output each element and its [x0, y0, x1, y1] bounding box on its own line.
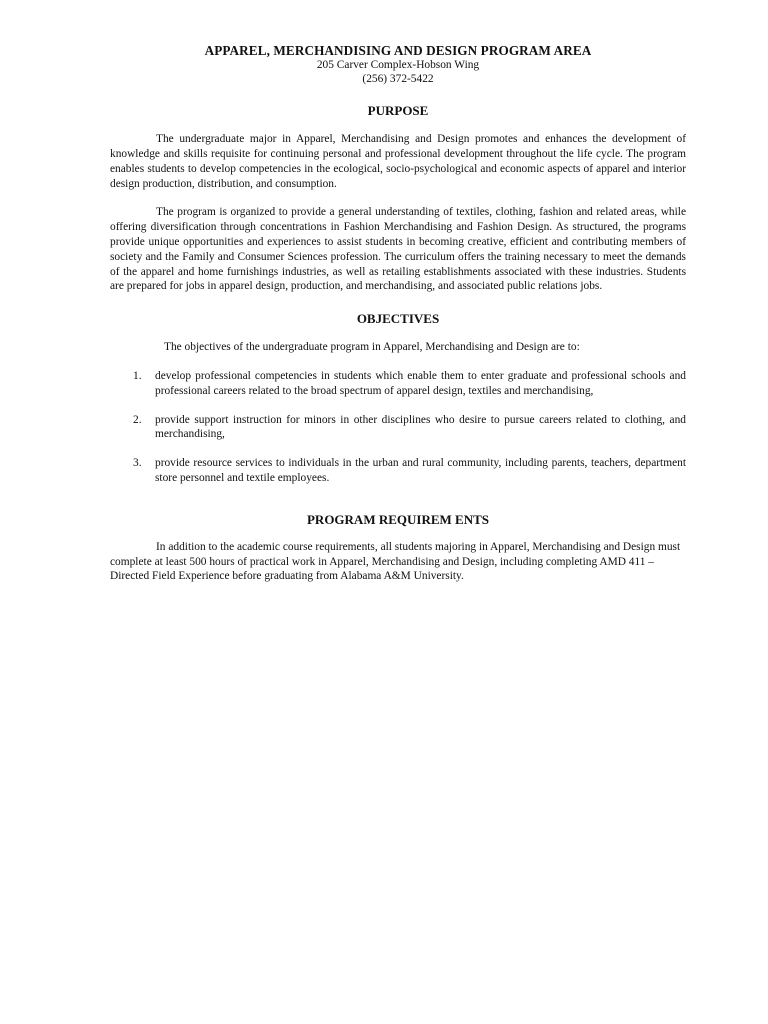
list-item-number: 3.	[133, 457, 142, 470]
list-item	[110, 413, 686, 443]
objectives-heading: OBJECTIVES	[356, 311, 440, 327]
list-item	[110, 369, 686, 399]
list-item-number: 1.	[133, 369, 142, 382]
list-item-text: provide resource services to individuals in the urban and rural community, including parents, teachers, department store personnel and textile employees.	[155, 457, 686, 484]
objectives-list	[110, 369, 686, 486]
list-item-number: 2.	[133, 413, 142, 426]
list-item	[110, 456, 686, 486]
purpose-heading: PURPOSE	[367, 103, 429, 119]
purpose-paragraph-2: The program is organized to provide a general understanding of textiles, clothing, fashion and related areas, while offering diversification through concentrations in Fashion Merchandising and Fashion Design. As structured, the programs provide unique opportunities and experiences to assist students in becoming creative, efficient and contributing members of society and the Family and Consumer Sciences profession. The curriculum offers the training necessary to meet the demands of the apparel and home furnishings industries, as well as retailing establishments associated with these industries. Students are prepared for jobs in apparel design, production, and merchandising, and associated public relations jobs.	[110, 206, 686, 293]
address-line: 205 Carver Complex-Hobson Wing	[316, 59, 480, 71]
phone-line: (256) 372-5422	[362, 72, 434, 85]
document-title: APPAREL, MERCHANDISING AND DESIGN PROGRAM AREA	[204, 43, 592, 58]
objectives-intro: The objectives of the undergraduate program in Apparel, Merchandising and Design are to:	[164, 341, 580, 354]
list-item-text: develop professional competencies in students which enable them to enter graduate and professional schools and professional careers related to the broad spectrum of apparel design, textiles and merchandising,	[155, 369, 686, 397]
list-item-text: provide support instruction for minors in other disciplines who desire to pursue careers related to clothing, and merchandising,	[155, 413, 686, 441]
requirements-paragraph: In addition to the academic course requirements, all students majoring in Apparel, Merchandising and Design must complete at least 500 hours of practical work in Apparel, Merchandising and Design, including completing AMD 411 – Directed Field Experience before graduating from Alabama A&M University.	[110, 540, 681, 583]
purpose-paragraph-1: The undergraduate major in Apparel, Merchandising and Design promotes and enhances the development of knowledge and skills requisite for continuing personal and professional development throughout the life cycle. The program enables students to develop competencies in the ecological, socio-psychological and economic aspects of apparel and interior design production, distribution, and consumption.	[110, 133, 686, 190]
requirements-heading: PROGRAM REQUIREM ENTS	[306, 511, 489, 527]
